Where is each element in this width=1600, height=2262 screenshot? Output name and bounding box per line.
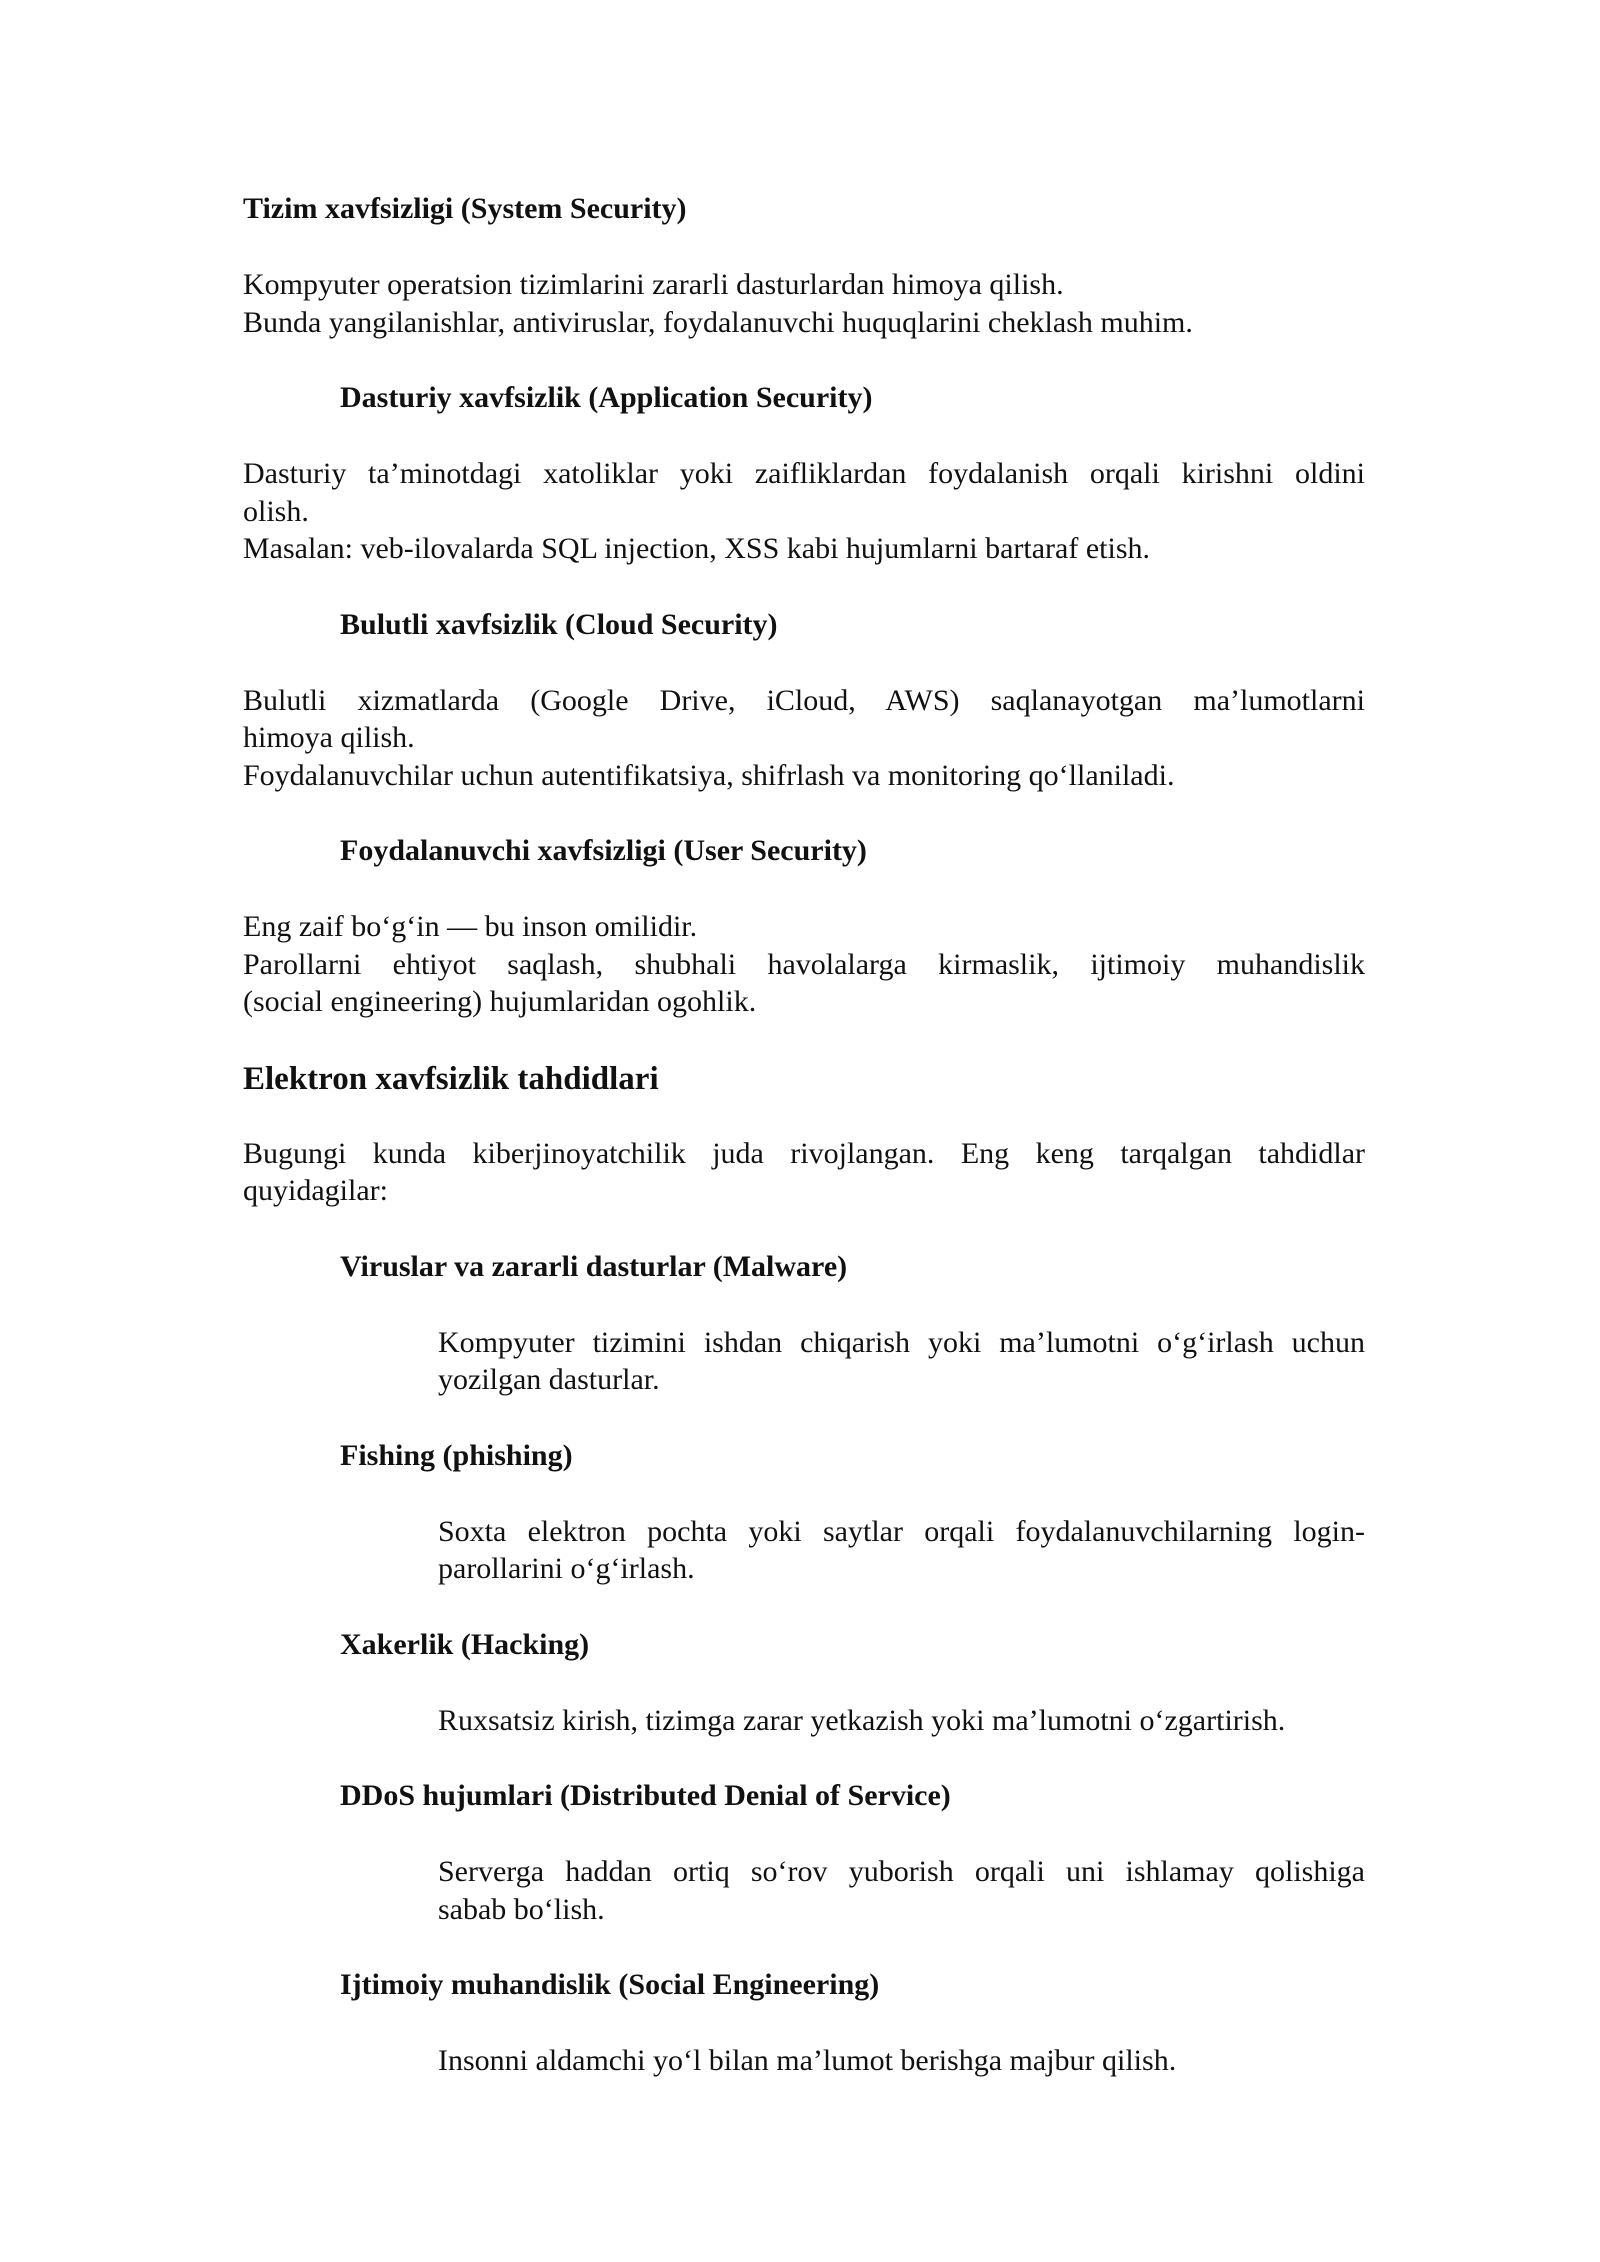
cloud-security-line-2: Foydalanuvchilar uchun autentifikatsiya, shifrlash va monitoring qo‘llaniladi. (243, 758, 1175, 792)
cloud-security-line-1b: himoya qilish. (243, 721, 415, 754)
cloud-security-line-1a: Bulutli xizmatlarda (Google Drive, iCloud, AWS) saqlanayotgan ma’lumotlarni (243, 683, 1365, 717)
threat-text-phishing (438, 1513, 1365, 1588)
threats-heading: Elektron xavfsizlik tahdidlari (243, 1060, 659, 1097)
user-security-line-1: Eng zaif bo‘g‘in — bu inson omilidir. (243, 910, 698, 943)
threats-intro-line-a: Bugungi kunda kiberjinoyatchilik juda rivojlangan. Eng keng tarqalgan tahdidlar (243, 1136, 1365, 1170)
document-body (243, 190, 1365, 2118)
application-security-paragraph (243, 455, 1365, 568)
threat-text-hacking-line-a: Ruxsatsiz kirish, tizimga zarar yetkazish yoki ma’lumotni o‘zgartirish. (438, 1703, 1286, 1737)
application-security-heading: Dasturiy xavfsizlik (Application Security) (340, 381, 873, 414)
threat-text-ddos-line-b: sabab bo‘lish. (438, 1892, 605, 1926)
system-security-line-1: Kompyuter operatsion tizimlarini zararli dasturlardan himoya qilish. (243, 268, 1064, 301)
threat-heading-malware: Viruslar va zararli dasturlar (Malware) (340, 1249, 848, 1283)
threat-text-malware (438, 1324, 1365, 1399)
threat-text-ddos-line-a: Serverga haddan ortiq so‘rov yuborish orqali uni ishlamay qolishiga (438, 1855, 1365, 1888)
application-security-line-1b: olish. (243, 494, 309, 528)
system-security-line-2: Bunda yangilanishlar, antiviruslar, foydalanuvchi huquqlarini cheklash muhim. (243, 305, 1193, 339)
threat-heading-phishing: Fishing (phishing) (340, 1438, 573, 1472)
threat-text-social-engineering-line-a: Insonni aldamchi yo‘l bilan ma’lumot berishga majbur qilish. (438, 2044, 1177, 2077)
threat-text-hacking (438, 1702, 1365, 1740)
threats-intro-paragraph (243, 1135, 1365, 1210)
cloud-security-heading: Bulutli xavfsizlik (Cloud Security) (340, 607, 778, 641)
threat-text-malware-line-b: yozilgan dasturlar. (438, 1363, 660, 1396)
threat-text-social-engineering (438, 2042, 1365, 2080)
threat-heading-ddos: DDoS hujumlari (Distributed Denial of Service) (340, 1779, 951, 1812)
threat-text-phishing-line-b: parollarini o‘g‘irlash. (438, 1552, 695, 1585)
threat-text-malware-line-a: Kompyuter tizimini ishdan chiqarish yoki ma’lumotni o‘g‘irlash uchun (438, 1325, 1365, 1359)
system-security-paragraph (243, 266, 1365, 341)
application-security-line-1a: Dasturiy ta’minotdagi xatoliklar yoki zaifliklardan foydalanish orqali kirishni oldini (243, 457, 1365, 490)
user-security-line-2b: (social engineering) hujumlaridan ogohlik. (243, 985, 757, 1018)
system-security-heading: Tizim xavfsizligi (System Security) (243, 192, 687, 225)
user-security-line-2a: Parollarni ehtiyot saqlash, shubhali havolalarga kirmaslik, ijtimoiy muhandislik (243, 947, 1365, 981)
application-security-line-2: Masalan: veb-ilovalarda SQL injection, XSS kabi hujumlarni bartaraf etish. (243, 532, 1150, 565)
threat-text-ddos (438, 1853, 1365, 1928)
threats-intro-line-b: quyidagilar: (243, 1174, 388, 1207)
user-security-heading: Foydalanuvchi xavfsizligi (User Security) (340, 834, 867, 867)
threat-heading-social-engineering: Ijtimoiy muhandislik (Social Engineering) (340, 1968, 880, 2001)
threat-heading-hacking: Xakerlik (Hacking) (340, 1627, 590, 1661)
user-security-paragraph (243, 908, 1365, 1021)
cloud-security-paragraph (243, 682, 1365, 795)
threat-text-phishing-line-a: Soxta elektron pochta yoki saytlar orqali foydalanuvchilarning login- (438, 1514, 1365, 1548)
